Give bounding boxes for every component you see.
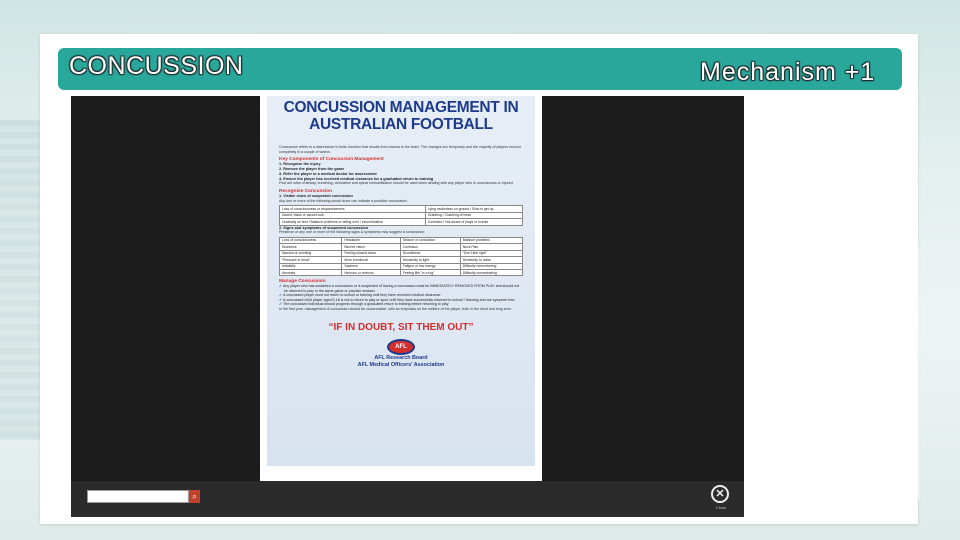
table-cell: “Pressure in head” [280,257,342,263]
table-cell: Dizziness [280,244,342,250]
table-cell: Nausea or vomiting [280,250,342,256]
manage-heading: Manage Concussion [279,279,326,285]
table-cell: Sadness [342,263,400,269]
manage-point: ✓ The concussed individual should progress through a graduated return to training before returning to play. [279,302,523,307]
table-cell: Difficulty remembering [460,263,522,269]
symptoms-table [279,237,523,276]
table-row [280,219,523,225]
table-cell: Blurred vision [342,244,400,250]
table-cell: Loss of consciousness [280,237,342,243]
search-input[interactable] [87,490,189,503]
document-page[interactable] [260,96,542,481]
table-cell: Sensitivity to noise [460,257,522,263]
table-cell: Drowsiness [400,250,460,256]
table-cell: Confusion [400,244,460,250]
table-cell: Dazed, blank or vacant look [280,212,426,218]
slide-title: CONCUSSION [69,52,244,80]
afl-logo: AFL [387,339,415,355]
symptoms-title: 2. Signs and symptoms of suspected concussion [279,225,369,230]
table-cell: Balance problems [460,237,522,243]
table-cell: Headache [342,237,400,243]
table-cell: Feeling slowed down [342,250,400,256]
table-cell: Lying motionless on ground / Slow to get up [425,206,522,212]
table-cell: Sensitivity to light [400,257,460,263]
footer-line: AFL Research Board [374,354,428,361]
close-icon[interactable]: ✕ [711,485,729,503]
viewer-toolbar [71,481,744,517]
document-title: CONCUSSION MANAGEMENT IN AUSTRALIAN FOOTBALL [283,99,519,133]
document-content [267,96,535,466]
manage-point: ✓ Any player who has sustained a concussion or is suspected of having a concussion must be IMMEDIATELY REMOVED FROM PLAY and should not be returned to play in the same game or practice session. [279,284,523,293]
visible-clues-title: 1. Visible clues of suspected concussion [279,193,353,198]
key-step: 4. Ensure the player has received medical clearance for a graduated return to training [279,176,434,181]
table-cell: “Don't feel right” [460,250,522,256]
document-motto: “IF IN DOUBT, SIT THEM OUT” [328,321,474,333]
symptoms-intro: Presence of any one or more of the following signs & symptoms may suggest a concussion: [279,230,425,235]
table-cell: Loss of consciousness or responsiveness [280,206,426,212]
table-cell: More emotional [342,257,400,263]
manage-point: ✓ A concussed child player aged 5-18 is not to return to play or sport until they have successfully returned to school / learning and are symptom free. [279,298,523,303]
footer-line: AFL Medical Officers' Association [357,361,445,368]
table-row [280,270,523,276]
key-note: First aid rules of airway, breathing, circulation and spinal immobilisation should be used when dealing with any player who is unconscious or injured. [279,181,514,186]
closing-text: In the first year, management of concussion should be conservative, with an emphasis on the welfare of the player, both in the short and long term. [279,306,512,311]
visible-clues-table [279,205,523,225]
table-cell: Unsteady on feet / Balance problems or falling over / Incoordination [280,219,426,225]
manage-point: ✓ A concussed player must not return to school or training until they have received medical clearance. [279,293,523,298]
table-cell: Feeling like “in a fog” [400,270,460,276]
key-step: 3. Refer the player to a medical doctor for assessment [279,171,377,176]
table-cell: Amnesia [280,270,342,276]
key-step: 2. Remove the player from the game [279,166,345,171]
document-viewer[interactable] [71,96,744,517]
table-cell: Irritability [280,263,342,269]
key-step: 1. Recognise the injury [279,162,321,167]
recognise-heading: Recognise Concussion [279,188,333,194]
search-icon[interactable]: ⌕ [189,490,200,503]
table-cell: Fatigue or low energy [400,263,460,269]
document-intro: Concussion refers to a disturbance in brain function that results from trauma to the brain. The changes are temporary and the majority of players recover completely in a couple of weeks. [279,145,522,154]
table-cell: Grabbing / Clutching of head [425,212,522,218]
table-cell: Nervous or anxious [342,270,400,276]
close-label: Close [715,505,727,510]
visible-clues-intro: Any one or more of the following visual clues can indicate a possible concussion: [279,198,408,203]
table-cell: Neck Pain [460,244,522,250]
slide-subtitle: Mechanism +1 [700,58,876,86]
table-cell: Seizure or convulsion [400,237,460,243]
table-cell: Difficulty concentrating [460,270,522,276]
table-cell: Confused / Not aware of plays or events [425,219,522,225]
key-components-heading: Key Components of Concussion Management [279,157,384,163]
